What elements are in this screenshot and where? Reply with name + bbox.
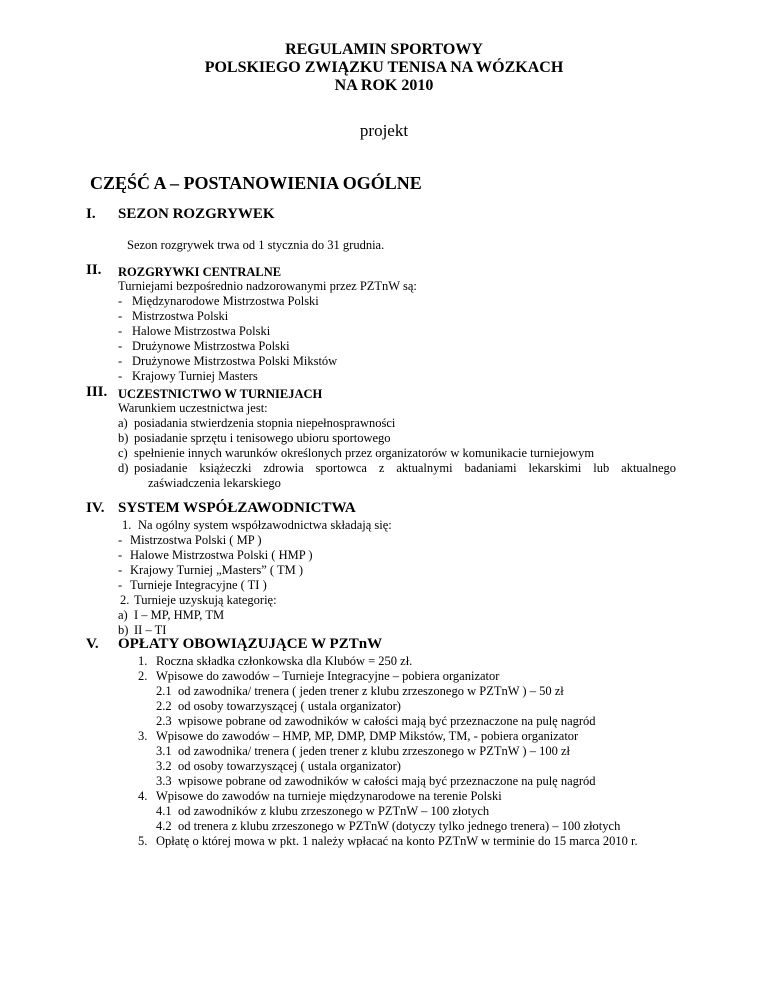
section-1-title: SEZON ROZGRYWEK: [118, 206, 275, 222]
list-item-text: Halowe Mistrzostwa Polski ( HMP ): [130, 548, 313, 562]
section-4-number: IV.: [86, 500, 105, 516]
list-marker: 1.: [138, 654, 148, 668]
list-item: [138, 729, 638, 744]
list-item-text: Krajowy Turniej „Masters” ( TM ): [130, 563, 304, 577]
list-item-text: Wpisowe do zawodów na turnieje międzynarodowe na terenie Polski: [156, 789, 502, 803]
title-line-3: NA ROK 2010: [334, 77, 434, 94]
list-item-text: posiadanie sprzętu i tenisowego ubioru sportowego: [134, 431, 391, 445]
list-item-text: Turnieje uzyskują kategorię:: [134, 593, 277, 607]
list-marker: a): [118, 416, 128, 430]
title-line-2: POLSKIEGO ZWIĄZKU TENISA NA WÓZKACH: [204, 59, 564, 76]
list-marker: 3.3: [156, 774, 172, 788]
list-item: [118, 431, 676, 446]
list-item: - Międzynarodowe Mistrzostwa Polski: [118, 294, 319, 308]
list-marker: 3.: [138, 729, 148, 743]
list-item-text: Wpisowe do zawodów – HMP, MP, DMP, DMP Mikstów, TM, - pobiera organizator: [156, 729, 579, 743]
list-item: [138, 819, 638, 834]
list-item-text: I – MP, HMP, TM: [134, 608, 225, 622]
list-marker: -: [118, 533, 123, 547]
list-item-text: od zawodników z klubu zrzeszonego w PZTnW – 100 złotych: [178, 804, 490, 818]
list-marker: 4.: [138, 789, 148, 803]
list-item: [138, 714, 638, 729]
list-item-text: od zawodnika/ trenera ( jeden trener z klubu zrzeszonego w PZTnW ) – 100 zł: [178, 744, 570, 758]
list-item: - Krajowy Turniej Masters: [118, 369, 258, 383]
list-item-text: Wpisowe do zawodów – Turnieje Integracyjne – pobiera organizator: [156, 669, 500, 683]
section-5-title: OPŁATY OBOWIĄZUJĄCE W PZTnW: [118, 636, 383, 652]
list-item: [138, 774, 638, 789]
list-item: [138, 684, 638, 699]
list-marker: b): [118, 623, 129, 637]
section-5-number: V.: [86, 636, 99, 652]
list-item: [118, 518, 392, 533]
list-item-text: Mistrzostwa Polski: [132, 309, 229, 323]
list-item: [138, 654, 638, 669]
list-item: - Drużynowe Mistrzostwa Polski: [118, 339, 290, 353]
list-marker: 4.1: [156, 804, 172, 818]
list-item-text: posiadania stwierdzenia stopnia niepełnosprawności: [134, 416, 396, 430]
list-item: [138, 789, 638, 804]
list-marker: 2.3: [156, 714, 172, 728]
list-item: [118, 608, 392, 623]
section-1-text: Sezon rozgrywek trwa od 1 stycznia do 31 grudnia.: [127, 238, 385, 252]
list-item: [138, 834, 638, 849]
list-item-text: Roczna składka członkowska dla Klubów = 250 zł.: [156, 654, 413, 668]
list-item-text: od trenera z klubu zrzeszonego w PZTnW (dotyczy tylko jednego trenera) – 100 złotych: [178, 819, 621, 833]
list-marker: 2.: [120, 593, 130, 607]
section-2-body: [118, 279, 417, 384]
list-marker: -: [118, 563, 123, 577]
section-2-intro: Turniejami bezpośrednio nadzorowanymi przez PZTnW są:: [118, 279, 417, 293]
list-marker: 5.: [138, 834, 148, 848]
section-3-number: III.: [86, 384, 108, 400]
list-item: [118, 578, 392, 593]
list-marker: b): [118, 431, 129, 445]
list-item-text: Opłatę o której mowa w pkt. 1 należy wpłacać na konto PZTnW w terminie do 15 marca 2010 r.: [156, 834, 638, 848]
list-item-continuation: zaświadczenia lekarskiego: [148, 476, 281, 490]
title-line-1: REGULAMIN SPORTOWY: [285, 41, 483, 58]
list-item-text: Mistrzostwa Polski ( MP ): [130, 533, 262, 547]
list-item: [138, 699, 638, 714]
list-item: [138, 804, 638, 819]
list-item-text: wpisowe pobrane od zawodników w całości mają być przeznaczone na pulę nagród: [178, 714, 596, 728]
list-item-text: spełnienie innych warunków określonych przez organizatorów w komunikacie turniejowym: [134, 446, 595, 460]
list-marker: 1.: [122, 518, 132, 532]
document-title: [0, 41, 768, 95]
list-item: [138, 669, 638, 684]
list-marker: 4.2: [156, 819, 172, 833]
section-3-body: [118, 401, 676, 491]
section-4-body: [118, 518, 392, 638]
document-subtitle: projekt: [359, 121, 409, 140]
list-item: [118, 461, 676, 476]
section-2-title: ROZGRYWKI CENTRALNE: [118, 265, 282, 279]
list-marker: 2.1: [156, 684, 172, 698]
list-item-text: Halowe Mistrzostwa Polski: [132, 324, 271, 338]
list-item: [118, 593, 392, 608]
list-item-text: Drużynowe Mistrzostwa Polski Mikstów: [132, 354, 338, 368]
list-marker: -: [118, 548, 123, 562]
part-a-heading: CZĘŚĆ A – POSTANOWIENIA OGÓLNE: [90, 173, 422, 193]
list-marker: 2.2: [156, 699, 172, 713]
list-item: - Drużynowe Mistrzostwa Polski Mikstów: [118, 354, 338, 368]
list-item: [118, 533, 392, 548]
list-marker: 2.: [138, 669, 148, 683]
list-item: [118, 548, 392, 563]
list-item-text: Międzynarodowe Mistrzostwa Polski: [132, 294, 319, 308]
section-3-title: UCZESTNICTWO W TURNIEJACH: [118, 387, 323, 401]
list-item: [138, 759, 638, 774]
list-marker: a): [118, 608, 128, 622]
list-marker: c): [118, 446, 128, 460]
list-item-text: Na ogólny system współzawodnictwa składają się:: [138, 518, 392, 532]
list-item: [138, 744, 638, 759]
list-item: [118, 446, 676, 461]
section-4-title: SYSTEM WSPÓŁZAWODNICTWA: [118, 500, 356, 516]
list-marker: -: [118, 578, 123, 592]
list-marker: 3.1: [156, 744, 172, 758]
list-item-text: od osoby towarzyszącej ( ustala organizator): [178, 699, 401, 713]
list-item-text: od osoby towarzyszącej ( ustala organizator): [178, 759, 401, 773]
section-2-number: II.: [86, 262, 102, 278]
list-marker: d): [118, 461, 129, 475]
list-item-text: posiadanie książeczki zdrowia sportowca z aktualnymi badaniami lekarskimi lub aktualnego: [134, 461, 676, 475]
list-item-text: Krajowy Turniej Masters: [132, 369, 258, 383]
list-item-text: od zawodnika/ trenera ( jeden trener z klubu zrzeszonego w PZTnW ) – 50 zł: [178, 684, 564, 698]
section-3-intro: Warunkiem uczestnictwa jest:: [118, 401, 268, 415]
list-item-text: Turnieje Integracyjne ( TI ): [130, 578, 267, 592]
section-5-body: [138, 654, 638, 849]
list-item-text: wpisowe pobrane od zawodników w całości mają być przeznaczone na pulę nagród: [178, 774, 596, 788]
list-item: [118, 416, 676, 431]
list-marker: 3.2: [156, 759, 172, 773]
section-1-number: I.: [86, 206, 96, 222]
list-item: [118, 563, 392, 578]
list-item: - Halowe Mistrzostwa Polski: [118, 324, 271, 338]
list-item-text: II – TI: [134, 623, 167, 637]
list-item: - Mistrzostwa Polski: [118, 309, 229, 323]
list-item-text: Drużynowe Mistrzostwa Polski: [132, 339, 290, 353]
